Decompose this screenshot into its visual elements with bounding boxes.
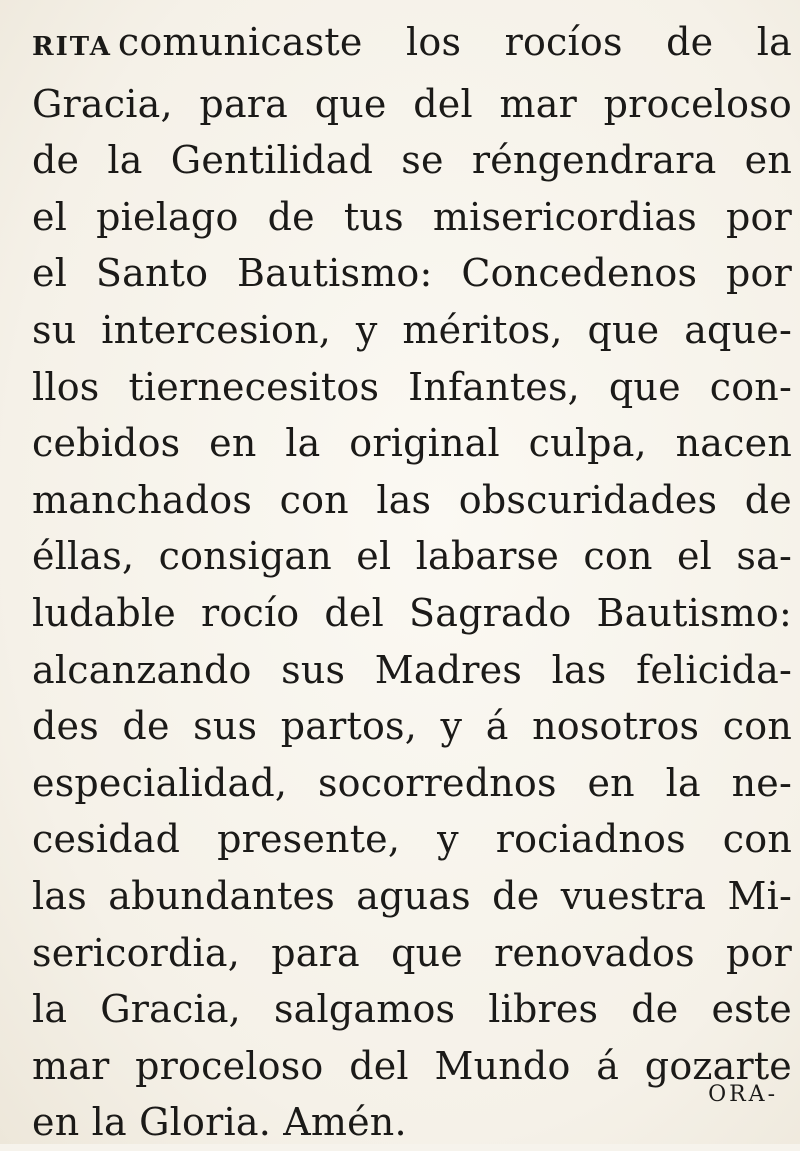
text-line-10: éllas, consigan el labarse con el sa-	[32, 534, 792, 579]
text-line-3: de la Gentilidad se réngendrara en	[32, 138, 792, 183]
text-line-12: alcanzando sus Madres las felicida-	[32, 647, 792, 692]
text-line-1	[32, 14, 792, 76]
text-line-19: mar proceloso del Mundo á gozarte	[32, 1043, 792, 1088]
text-line-6: su intercesion, y méritos, que aque-	[32, 307, 792, 352]
text-line-14: especialidad, socorrednos en la ne-	[32, 760, 792, 805]
text-line-17: sericordia, para que renovados por	[32, 930, 792, 975]
text-line-2: Gracia, para que del mar proceloso	[32, 81, 792, 126]
text-line-9: manchados con las obscuridades de	[32, 477, 792, 522]
catchword: ORA-	[708, 1082, 778, 1107]
text-line-11: ludable rocío del Sagrado Bautismo:	[32, 590, 792, 635]
text-line-15: cesidad presente, y rociadnos con	[32, 817, 792, 862]
text-line-1-body: comunicaste los rocíos de la	[117, 20, 792, 64]
text-line-5: el Santo Bautismo: Concedenos por	[32, 251, 792, 296]
running-fragment: RITA	[32, 32, 112, 62]
text-line-20: en la Gloria. Amén.	[32, 1100, 407, 1145]
prayer-text	[32, 14, 792, 1151]
text-line-4: el pielago de tus misericordias por	[32, 194, 792, 239]
text-line-13: des de sus partos, y á nosotros con	[32, 704, 792, 749]
text-line-8: cebidos en la original culpa, nacen	[32, 421, 792, 466]
text-line-18: la Gracia, salgamos libres de este	[32, 987, 792, 1032]
text-line-16: las abundantes aguas de vuestra Mi-	[32, 873, 792, 918]
text-line-7: llos tiernecesitos Infantes, que con-	[32, 364, 792, 409]
